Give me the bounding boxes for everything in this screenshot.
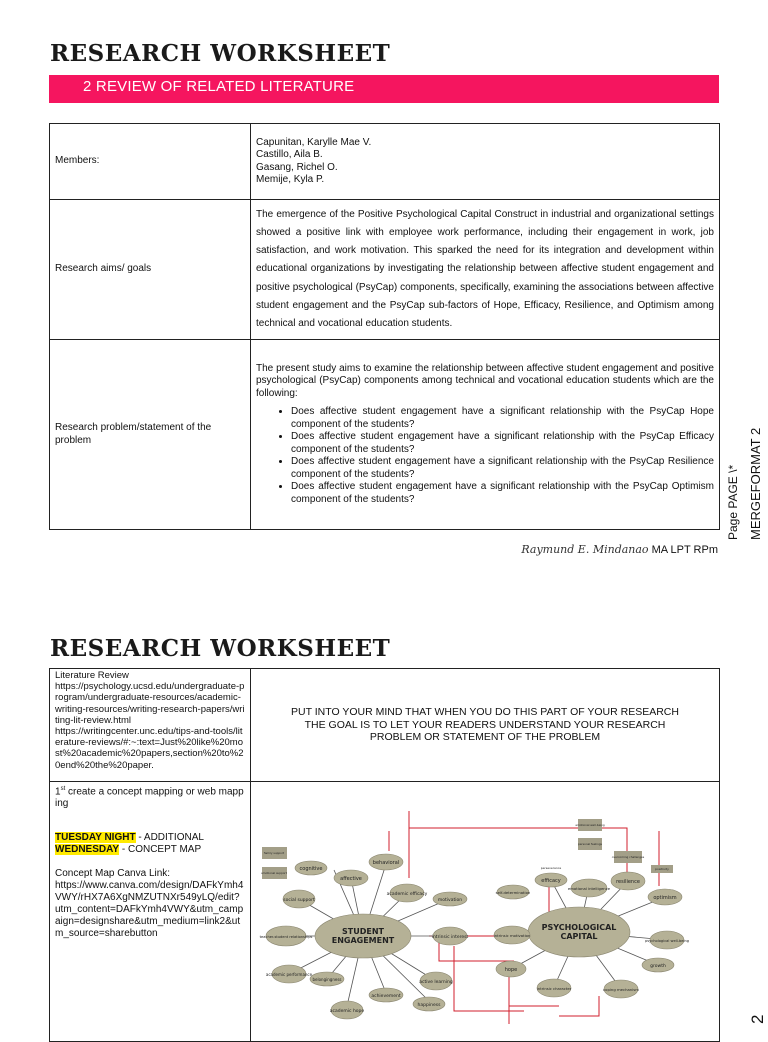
svg-text:social support: social support xyxy=(283,898,315,903)
member-name: Gasang, Richel O. xyxy=(256,161,338,173)
svg-text:self-determination: self-determination xyxy=(495,890,531,895)
problem-intro: The present study aims to examine the relationship between affective student engagement and positive psychological (PsyCap) components among technical and vocational education students which are the following: xyxy=(256,362,714,399)
problem-cell xyxy=(251,340,720,530)
svg-text:resilience: resilience xyxy=(616,879,640,885)
page-field-format: MERGEFORMAT 2 xyxy=(748,427,763,540)
worksheet-table xyxy=(49,123,720,530)
lit-link[interactable]: https://writingcenter.unc.edu/tips-and-tools/literature-reviews/#:~:text=Just%20like%20most%20academic%20papers,section%20to%20end%20the%20paper. xyxy=(55,726,244,771)
member-name: Memije, Kyla P. xyxy=(256,174,325,185)
question-item: • Does affective student engagement have a significant relationship with the PsyCap Efficacy component of the students? xyxy=(291,431,714,456)
svg-text:positivity: positivity xyxy=(655,867,669,871)
svg-text:intrinsic interest: intrinsic interest xyxy=(431,935,469,940)
goal-text: PUT INTO YOUR MIND THAT WHEN YOU DO THIS PART OF YOUR RESEARCH THE GOAL IS TO LET YOUR READERS UNDERSTAND YOUR RESEARCH PROBLEM OR STATEMENT OF THE PROBLEM xyxy=(251,669,720,782)
member-name: Capunitan, Karylle Mae V. xyxy=(256,136,372,148)
svg-text:psychological well-being: psychological well-being xyxy=(644,939,690,943)
svg-text:achievement: achievement xyxy=(371,994,401,999)
svg-text:behavioral: behavioral xyxy=(372,860,400,866)
aims-text: The emergence of the Positive Psychological Capital Construct in industrial and organizational settings showed a positive link with employee work performance, including their engagement in work, job satisfaction, and work motivation. This sparked the need for its integration and development within educational organizations by investigating the relationship between affective student engagement and positive psychological (PsyCap) components, specifically, examining the associations between affective student engagement and the PsyCap sub-factors of Hope, Efficacy, Resilience, and Optimism among technical and vocational education students. xyxy=(251,200,720,340)
page-title: RESEARCH WORKSHEET xyxy=(50,635,391,662)
svg-text:teacher-student relationships: teacher-student relationships xyxy=(259,935,313,939)
svg-text:PSYCHOLOGICAL: PSYCHOLOGICAL xyxy=(541,923,617,932)
svg-text:growth: growth xyxy=(650,964,666,969)
svg-text:optimism: optimism xyxy=(653,895,677,901)
lit-label: Literature Review xyxy=(55,670,129,681)
section-banner xyxy=(49,75,719,103)
svg-text:perseverance: perseverance xyxy=(540,866,562,870)
svg-text:cognitive: cognitive xyxy=(299,866,323,872)
svg-text:happiness: happiness xyxy=(417,1003,441,1008)
question-item: • Does affective student engagement have a significant relationship with the PsyCap Hope component of the students? xyxy=(291,406,714,431)
aims-label: Research aims/ goals xyxy=(50,200,251,340)
wednesday-highlight: WEDNESDAY xyxy=(55,844,120,856)
canva-link[interactable]: https://www.canva.com/design/DAFkYmh4VWY/rHX7A6XgNMZUTNXr549yLQ/edit?utm_content=DAFkYmh4VWY&utm_campaign=designshare&utm_medium=link2&utm_source=sharebutton xyxy=(55,880,244,940)
canva-label: Concept Map Canva Link: xyxy=(55,868,171,880)
svg-text:belongingness: belongingness xyxy=(312,977,342,982)
svg-text:coping mechanism: coping mechanism xyxy=(603,987,639,992)
question-item: • Does affective student engagement have a significant relationship with the PsyCap Optimism component of the students? xyxy=(291,481,714,506)
svg-text:motivation: motivation xyxy=(437,898,463,903)
instructions-cell xyxy=(50,782,251,1042)
svg-text:academic performance: academic performance xyxy=(265,972,313,977)
page-title: RESEARCH WORKSHEET xyxy=(50,40,391,67)
svg-text:emotional intelligence: emotional intelligence xyxy=(567,886,611,891)
wednesday-line: WEDNESDAY - CONCEPT MAP xyxy=(55,844,202,856)
svg-text:active learning: active learning xyxy=(419,980,453,985)
signature-name: Raymund E. Mindanao xyxy=(521,543,649,556)
page-field-text: Page PAGE \* xyxy=(726,464,740,540)
lit-link[interactable]: https://psychology.ucsd.edu/undergraduate-program/undergraduate-resources/academic-writing-resources/writing-research-papers/writing-lit-review.html xyxy=(55,681,245,726)
signature xyxy=(521,543,718,556)
svg-text:STUDENT: STUDENT xyxy=(342,927,384,936)
svg-text:emotional well-being: emotional well-being xyxy=(575,823,605,827)
svg-text:efficacy: efficacy xyxy=(541,878,561,884)
svg-text:intrinsic motivation: intrinsic motivation xyxy=(493,933,531,938)
problem-label: Research problem/statement of the problem xyxy=(50,340,251,530)
svg-text:ENGAGEMENT: ENGAGEMENT xyxy=(331,936,395,945)
member-name: Castillo, Aila B. xyxy=(256,149,323,160)
svg-text:CAPITAL: CAPITAL xyxy=(560,932,598,941)
svg-text:family support: family support xyxy=(263,851,285,855)
svg-text:personal feelings: personal feelings xyxy=(578,842,602,846)
svg-text:affective: affective xyxy=(340,876,362,882)
section-title: 2 REVIEW OF RELATED LITERATURE xyxy=(83,78,355,95)
question-item: • Does affective student engagement have a significant relationship with the PsyCap Resilience component of the students? xyxy=(291,456,714,481)
question-list xyxy=(256,406,714,506)
svg-text:overcoming challenges: overcoming challenges xyxy=(611,855,645,859)
page-number: 2 xyxy=(748,1014,767,1024)
members-cell xyxy=(251,124,720,200)
signature-credentials: MA LPT RPm xyxy=(651,544,718,556)
tuesday-line: TUESDAY NIGHT - ADDITIONAL xyxy=(55,832,204,844)
svg-text:emotional support: emotional support xyxy=(261,871,287,875)
members-label: Members: xyxy=(50,124,251,200)
concept-map xyxy=(259,811,719,1024)
svg-text:hope: hope xyxy=(504,967,518,973)
tuesday-highlight: TUESDAY NIGHT xyxy=(55,832,136,844)
svg-text:academic hope: academic hope xyxy=(329,1009,365,1014)
svg-text:intrinsic character: intrinsic character xyxy=(536,986,572,991)
lit-cell xyxy=(50,669,251,782)
svg-text:academic efficacy: academic efficacy xyxy=(386,892,428,897)
step-text: 1st create a concept mapping or web mapping xyxy=(55,786,244,810)
